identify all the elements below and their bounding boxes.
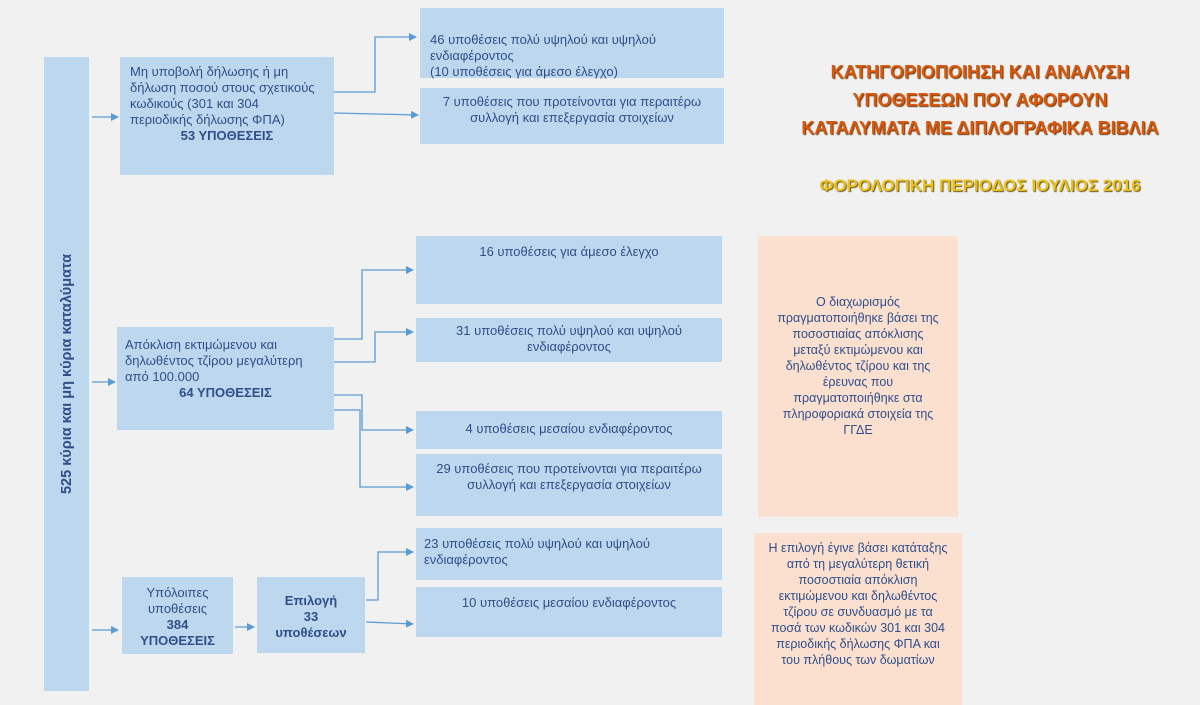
group1-outcome1-text: 46 υποθέσεις πολύ υψηλού και υψηλού ενδιαφέροντος	[430, 32, 656, 63]
group2-outcome3-box	[416, 411, 722, 449]
arrow-sel-o1	[366, 552, 413, 600]
title-line-2: ΥΠΟΘΕΣΕΩΝ ΠΟΥ ΑΦΟΡΟΥΝ	[852, 90, 1108, 110]
selection-title: Επιλογή	[284, 593, 338, 608]
root-box	[44, 57, 89, 691]
group1-count: 53 ΥΠΟΘΕΣΕΙΣ	[180, 128, 274, 143]
group3-outcome1-text: 23 υποθέσεις πολύ υψηλού και υψηλού ενδιαφέροντος	[424, 536, 650, 567]
group1-outcome1-box	[420, 8, 724, 78]
group1-outcome2-box	[420, 88, 724, 144]
arrow-g2-o3	[334, 395, 413, 430]
subtitle: ΦΟΡΟΛΟΓΙΚΗ ΠΕΡΙΟΔΟΣ ΙΟΥΛΙΟΣ 2016	[819, 176, 1141, 195]
group1-text: Μη υποβολή δήλωσης ή μη δήλωση ποσού στους σχετικούς κωδικούς (301 και 304 περιοδικής δήλωσης ΦΠΑ)	[130, 64, 315, 127]
arrow-g2-o2	[334, 332, 413, 362]
selection-box	[257, 577, 365, 653]
group1-outcome1-sub: (10 υποθέσεις για άμεσο έλεγχο)	[430, 64, 618, 79]
group2-outcome1-text: 16 υποθέσεις για άμεσο έλεγχο	[479, 244, 659, 259]
title-line-3: ΚΑΤΑΛΥΜΑΤΑ ΜΕ ΔΙΠΛΟΓΡΑΦΙΚΑ ΒΙΒΛΙΑ	[801, 118, 1159, 138]
group3-text: Υπόλοιπες υποθέσεις	[146, 585, 209, 616]
note2-text: Η επιλογή έγινε βάσει κατάταξης από τη μεγαλύτερη θετική ποσοστιαία απόκλιση εκτιμώμενου και δηλωθέντος τζίρου σε συνδυασμό με τα ποσά των κωδικών 301 και 304 περιοδικής δήλωσης ΦΠΑ και του πλήθους των δωματίων	[768, 541, 948, 667]
group1-box	[120, 57, 334, 175]
selection-label: υποθέσεων	[275, 625, 347, 640]
group2-outcome1-box	[416, 236, 722, 304]
arrow-g2-o1	[334, 270, 413, 339]
arrow-sel-o2	[366, 622, 413, 624]
group2-outcome4-text: 29 υποθέσεις που προτείνονται για περαιτέρω συλλογή και επεξεργασία στοιχείων	[436, 461, 702, 492]
group2-outcome3-text: 4 υποθέσεις μεσαίου ενδιαφέροντος	[465, 421, 673, 436]
note1-text: Ο διαχωρισμός πραγματοποιήθηκε βάσει της ποσοστιαίας απόκλισης μεταξύ εκτιμώμενου και δηλωθέντος τζίρου και της έρευνας που πραγματοποιήθηκε στα πληροφοριακά στοιχεία της ΓΓΔΕ	[777, 295, 939, 437]
group2-count: 64 ΥΠΟΘΕΣΕΙΣ	[179, 385, 272, 400]
group3-outcome2-text: 10 υποθέσεις μεσαίου ενδιαφέροντος	[461, 595, 677, 610]
group3-count: 384	[166, 617, 189, 632]
group2-outcome2-text: 31 υποθέσεις πολύ υψηλού και υψηλού ενδιαφέροντος	[456, 323, 682, 354]
group2-box	[117, 327, 334, 430]
group3-outcome1-box	[416, 528, 722, 580]
arrow-g2-o4	[334, 410, 413, 487]
group3-count-label: ΥΠΟΘΕΣΕΙΣ	[140, 633, 215, 648]
group3-outcome2-box	[416, 587, 722, 637]
note2-box	[754, 533, 962, 705]
selection-count: 33	[303, 609, 319, 624]
group1-outcome2-text: 7 υποθέσεις που προτείνονται για περαιτέρω συλλογή και επεξεργασία στοιχείων	[442, 94, 702, 125]
arrow-g1-o2	[334, 113, 418, 115]
group3-box	[122, 577, 233, 654]
note1-box	[758, 236, 958, 517]
group2-outcome2-box	[416, 318, 722, 362]
group2-text: Απόκλιση εκτιμώμενου και δηλωθέντος τζίρου μεγαλύτερη από 100.000	[125, 337, 303, 384]
arrow-g1-o1	[334, 37, 416, 92]
root-label: 525 κύρια και μη κύρια καταλύματα	[58, 253, 75, 495]
group2-outcome4-box	[416, 454, 722, 516]
title-line-1: ΚΑΤΗΓΟΡΙΟΠΟΙΗΣΗ ΚΑΙ ΑΝΑΛΥΣΗ	[830, 62, 1130, 82]
